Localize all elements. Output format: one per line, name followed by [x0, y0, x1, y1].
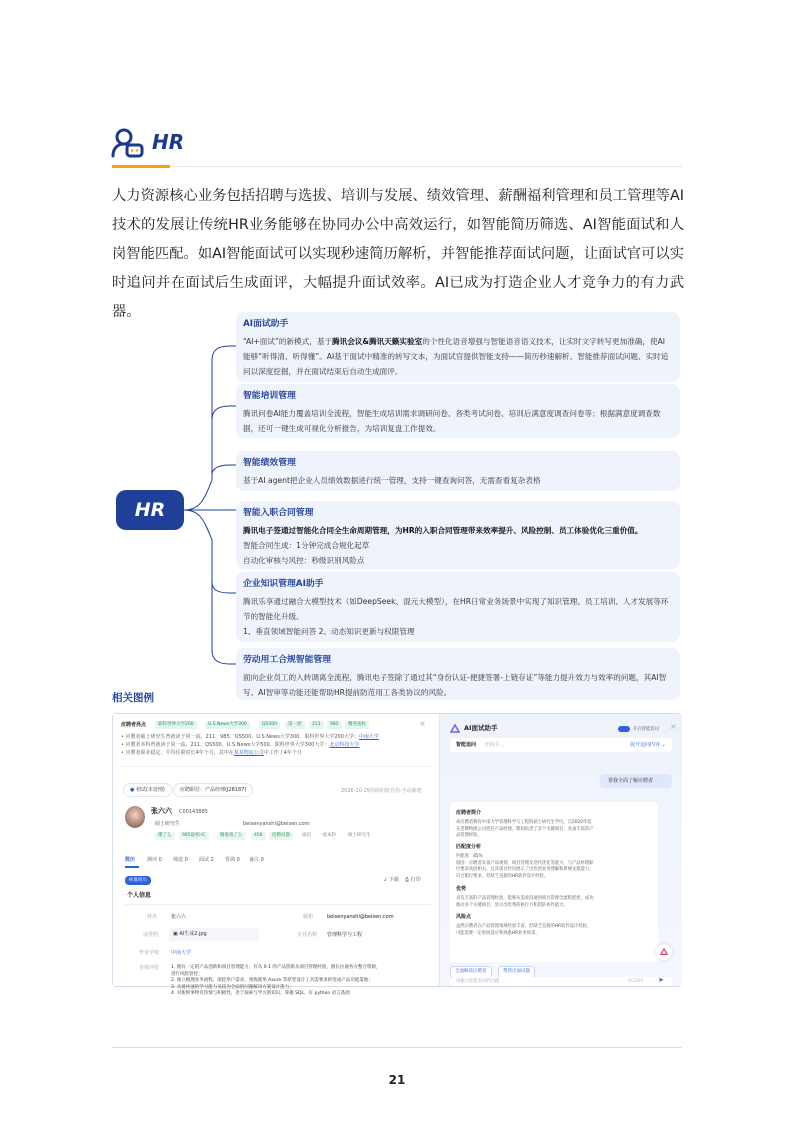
response-heading: 风险点 — [456, 914, 472, 920]
field-label: 自我评价 — [139, 965, 160, 971]
user-message-text: 帮我全面了解应聘者 — [608, 778, 654, 784]
assistant-logo-icon — [660, 948, 668, 956]
highlights-label: 应聘者亮点 — [121, 722, 147, 728]
divider — [125, 904, 431, 905]
card-title: 智能培训管理 — [243, 391, 296, 401]
candidate-panel — [113, 714, 439, 996]
char-counter: 0/2000 — [628, 979, 644, 984]
self-evaluation: 1. 拥有一定的产品创新和项目管理能力，有从 0-1 的产品创新及项目管理经验，擅长拉通各方整合资源， 进行风险管控； 2. 独立梳理业务流程、深挖用户需求，熟练使用 Axure 等原型设计工具需要求转变成产品功能落地； 3. 具备快速的学习能力及较为全面的问题解决方案设计能力； 4. 对新鲜事物有热情与积极性，善于探索与学习新知识，掌握 SQL、有 python 语言基础 — [171, 965, 381, 996]
tab-background[interactable]: 背调 0 — [225, 857, 240, 863]
title-accent-bar — [112, 165, 170, 168]
response-heading: 优势 — [456, 886, 467, 892]
card-title: 智能绩效管理 — [243, 458, 296, 468]
top-tag: 211 — [309, 721, 324, 729]
card-body: 基于AI agent把企业人员绩效数据进行统一管理，支持一键查询问答，无需查看复杂表格 — [243, 476, 541, 485]
top-tag: 第一流 — [285, 721, 305, 729]
date-text: 2026-10-25用组织转自份·手动新建 — [341, 788, 422, 794]
candidate-name: 张六六 — [151, 807, 172, 815]
footer-divider — [112, 1047, 682, 1048]
active-tab-indicator — [125, 866, 139, 868]
close-icon[interactable]: × — [419, 719, 426, 728]
field-value: 张六六 — [171, 914, 187, 920]
section-title: HR — [152, 130, 185, 154]
avatar — [125, 806, 145, 828]
candidate-tag: 456 — [251, 832, 266, 840]
bullet-line: • 应聘者本科曾就读于同一流、211、QS500、U.S.News大学500、职科世界大学300大学：北京科技大学 — [121, 742, 360, 748]
field-label: 姓名 — [147, 914, 158, 920]
top-tag: U.S.News大学300 — [205, 721, 250, 729]
figure-label: 相关图例 — [112, 692, 154, 704]
card-body: “AI+面试”的新模式，基于腾讯会议&腾讯天籁实验室的个性化语音增强与智能语音语义技术，让实时文字转写更加准确，使AI能够“听得清、听得懂”。AI基于面试中精准的转写文本，为面试官提供智能支持——简历秒速解析、智能推荐面试问题、实时追问以深度挖掘，并在面试结束后自动生成面评。 — [243, 337, 669, 376]
follow-up-label: 智能追问 — [456, 742, 477, 748]
field-value: 中南大学 — [171, 950, 192, 956]
ai-assistant-panel — [439, 714, 682, 986]
card-body: 腾讯乐享通过融合大模型技术（如DeepSeek、混元大模型），在HR日常业务场景中实现了知识管理、员工培训、人才发展等环节的智能化升级。 1、垂直领域智能问答 2、动态知识更新与权限管理 — [243, 597, 669, 636]
follow-up-toggle[interactable] — [618, 726, 630, 732]
download-button[interactable]: ↓ 下载 — [383, 877, 399, 883]
hr-people-icon — [110, 126, 144, 160]
card-title: 企业知识管理AI助手 — [243, 579, 324, 589]
quick-action-button[interactable]: 全面解读应聘者 — [450, 966, 492, 978]
tab-interview[interactable]: 面试 2 — [199, 857, 214, 863]
mindmap-center-node: HR — [116, 490, 184, 530]
field-value: 管理科学与工程 — [327, 932, 363, 938]
tab-assessment[interactable]: 测评 0 — [147, 857, 162, 863]
card-performance — [236, 451, 680, 491]
card-compliance — [236, 648, 680, 700]
card-title: 智能入职合同管理 — [243, 508, 314, 518]
degree-text: 硕士研究生 — [155, 821, 181, 827]
resume-type-tag[interactable]: 标准简历 — [125, 876, 151, 885]
tab-resume[interactable]: 简历 — [125, 857, 136, 863]
toggle-label: 开启智能追问 — [633, 727, 659, 732]
example-screenshot — [112, 713, 682, 996]
top-tag: QS500 — [259, 721, 280, 729]
divider — [121, 766, 431, 767]
top-tag: 985 — [327, 721, 342, 729]
response-text: 该应聘者拥有中南大学管理科学与工程的硕士研究生学历，自2020年起 在老牌物流公司担任产品经理，期间负责了多个关键项目，具备丰富的产 品管理经验。 — [456, 820, 594, 838]
quick-action-button[interactable]: 帮我出面试题 — [498, 966, 535, 978]
expand-link[interactable]: 展开追问内容 ⌄ — [630, 742, 666, 748]
response-heading: 应聘者简介 — [456, 810, 482, 816]
card-ai-interview — [236, 312, 680, 382]
field-value: beisenyanshi@beisen.com — [327, 914, 394, 920]
section-personal-info: 个人信息 — [127, 892, 152, 899]
tab-notes[interactable]: 备注 0 — [249, 857, 264, 863]
state-dropdown[interactable]: ● 初试(未处理) — [123, 783, 172, 797]
intro-paragraph: 人力资源核心业务包括招聘与选拔、培训与发展、绩效管理、薪酬福利管理和员工管理等AI技术的发展让传统HR业务能够在协同办公中高效运行，如智能简历筛选、AI智能面试和人岗智能匹配。如AI智能面试可以实现秒速简历解析，并智能推荐面试问题，让面试官可以实时追问并在面试后生成面评，大幅提升面试效率。AI已成为打造企业人才竞争力的有力武器。 — [112, 188, 684, 320]
card-body: 腾讯问卷AI能力覆盖培训全流程，智能生成培训需求调研问卷、各类考试问卷、培训后满意度调查问卷等；根据满意度调查数据，还可一键生成可视化分析报告，为培训复盘工作提效。 — [243, 409, 661, 433]
response-text: 虽然应聘者在产品管理领域经验丰富，但缺乏直接的HR软件设计经验， 可能需要一定时间适应和熟悉HR业务场景。 — [456, 924, 592, 936]
card-knowledge — [236, 572, 680, 642]
field-label: 毕业学校 — [139, 950, 160, 956]
send-icon[interactable]: ➤ — [658, 976, 664, 984]
candidate-tag: 精准推了么 — [217, 832, 246, 840]
field-label: 专业名称 — [297, 932, 318, 938]
photo-filename: ▣ AI生成2.jpg — [173, 931, 207, 937]
candidate-tag: 一流本科 — [315, 832, 339, 840]
response-heading: 匹配度分析 — [456, 844, 482, 850]
email-text: beisenyanshi@beisen.com — [243, 821, 310, 827]
question-placeholder: 请输入您想追问的问题 — [456, 979, 499, 984]
print-button[interactable]: ⎙ 打印 — [405, 877, 421, 883]
bullet-line: • 应聘者职业稳定，平均任职时长4年个月，其中在某某物流公司中工作了4年个月 — [121, 750, 302, 756]
candidate-tag: 招聘问题 — [269, 832, 293, 840]
title-divider — [112, 166, 682, 167]
response-text: 匹配度：85% 原因：应聘者具备产品规划、项目管理及迭代优化等能力，与产品经理职 位要求高度相关，且其项目经历展示了出色的业务理解和系统实施能力， 符合职位要求，但缺乏直接的HR软件设计经验。 — [456, 854, 594, 879]
page-number: 21 — [388, 1073, 406, 1087]
bullet-line: • 应聘者硕士研究生曾就读于同一流、211、985、QS500、U.S.News大学300、职科世界大学200大学：中南大学 — [121, 734, 379, 740]
card-body: 面向企业员工的入转调离全流程，腾讯电子签除了通过其“身份认证-便捷签署-上链存证”等能力提升效力与效率的问题，其AI智写、AI智审等功能还能帮助HR提前防范用工各类协议的风险。 — [243, 673, 667, 697]
candidate-tag: 懂了么 — [155, 832, 175, 840]
card-title: AI面试助手 — [243, 319, 289, 329]
candidate-id: C00143885 — [179, 809, 208, 815]
candidate-tag: 质招 — [299, 832, 314, 840]
top-tag: 职科世界大学200 — [155, 721, 197, 729]
close-icon[interactable]: × — [670, 722, 677, 731]
card-body: 腾讯电子签通过智能化合同全生命周期管理，为HR的入职合同管理带来效率提升、风险控制、员工体验优化三重价值。 智能合同生成：1分钟完成合规化起草 自动化审核与风控：秒级识别风险点 — [243, 526, 643, 565]
card-title: 劳动用工合规智能管理 — [243, 655, 331, 665]
candidate-tag: 硕士研究生 — [345, 832, 374, 840]
follow-up-status: 开始中… — [484, 742, 505, 748]
tab-screening[interactable]: 筛选 0 — [173, 857, 188, 863]
assistant-title: AI面试助手 — [464, 724, 498, 732]
candidate-tag: 985最相-IC — [179, 832, 209, 840]
top-tag: 精英指标 — [345, 721, 369, 729]
card-contract — [236, 501, 680, 569]
assistant-logo-icon — [450, 724, 460, 734]
response-text: 具有丰富的产品管理经验，能够从需求沟通到项目管理全流程把控，成功 推动多个关键项目，显示出优秀的执行力和团队协作能力。 — [456, 896, 594, 908]
field-label: 邮箱 — [303, 914, 314, 920]
field-label: 证件照 — [143, 932, 159, 938]
card-training — [236, 384, 680, 438]
position-dropdown[interactable]: 应聘职位：产品经理(J28187) — [173, 783, 253, 797]
